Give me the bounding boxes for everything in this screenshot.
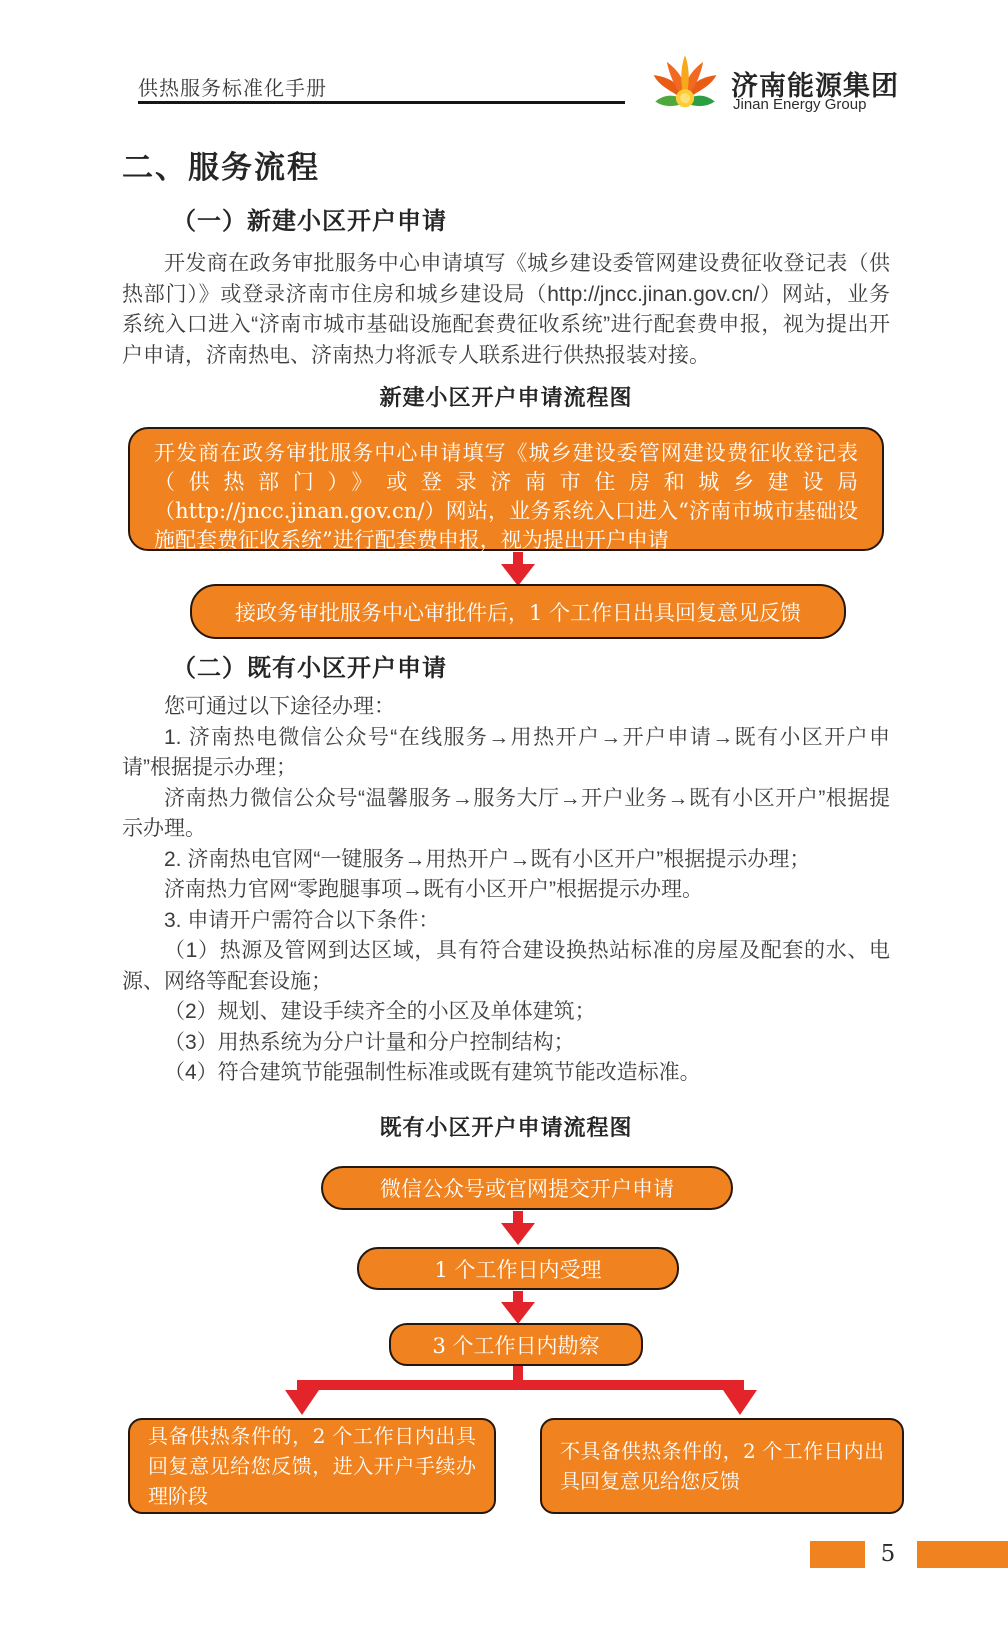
flow2-step-3-box: 3 个工作日内勘察 <box>389 1323 643 1366</box>
list-item: （4）符合建筑节能强制性标准或既有建筑节能改造标准。 <box>164 1061 701 1084</box>
branch-connector-bar <box>297 1380 744 1390</box>
flow1-step-2-box: 接政务审批服务中心审批件后，1 个工作日出具回复意见反馈 <box>190 584 846 639</box>
down-arrow-icon <box>501 1211 535 1245</box>
flow2-step-1-box: 微信公众号或官网提交开户申请 <box>321 1166 733 1210</box>
manual-title: 供热服务标准化手册 <box>138 78 327 100</box>
page-number: 5 <box>880 1541 896 1567</box>
flowchart-2-title: 既有小区开户申请流程图 <box>379 1115 633 1140</box>
header-rule <box>138 101 625 104</box>
list-item: 您可通过以下途径办理： <box>164 695 395 718</box>
flow2-step-2-box: 1 个工作日内受理 <box>357 1247 679 1290</box>
page-title: 二、服务流程 <box>122 150 320 185</box>
list-item: 济南热力官网“零跑腿事项→既有小区开户”根据提示办理。 <box>164 878 703 901</box>
company-name: 济南能源集团 <box>731 71 899 101</box>
section-1-paragraph: 开发商在政务审批服务中心申请填写《城乡建设委管网建设费征收登记表（供热部门）》或登录济南市住房和城乡建设局（http://jncc.jinan.gov.cn/）网站，业务系统入口进入“济南市城市基础设施配套费征收系统”进行配套费申报，视为提出开户申请，济南热电、济南热力将派专人联系进行供热报装对接。 <box>122 252 890 367</box>
list-item: （1）热源及管网到达区域，具有符合建设换热站标准的房屋及配套的水、电源、网络等配套设施； <box>122 939 890 993</box>
down-arrow-icon <box>501 1291 535 1324</box>
list-item: （2）规划、建设手续齐全的小区及单体建筑； <box>164 1000 596 1023</box>
footer-left-bar <box>810 1541 865 1568</box>
flow2-branch-right-box: 不具备供热条件的，2 个工作日内出具回复意见给您反馈 <box>540 1418 904 1514</box>
list-item: （3）用热系统为分户计量和分户控制结构； <box>164 1030 575 1054</box>
footer-right-bar <box>917 1541 1008 1568</box>
down-arrow-icon <box>285 1390 319 1415</box>
company-logo-icon <box>643 52 727 118</box>
list-item: 2. 济南热电官网“一键服务→用热开户→既有小区开户”根据提示办理； <box>164 847 811 871</box>
section-2-heading: （二）既有小区开户申请 <box>172 655 447 682</box>
section-1-heading: （一）新建小区开户申请 <box>172 208 447 235</box>
down-arrow-icon <box>723 1390 757 1415</box>
list-item: 济南热力微信公众号“温馨服务→服务大厅→开户业务→既有小区开户”根据提示办理。 <box>122 786 890 840</box>
list-item: 1. 济南热电微信公众号“在线服务→用热开户→开户申请→既有小区开户申请”根据提示办理； <box>122 725 890 779</box>
company-name-en: Jinan Energy Group <box>733 96 867 113</box>
list-item: 3. 申请开户需符合以下条件： <box>164 908 440 932</box>
down-arrow-icon <box>501 552 535 586</box>
flow2-branch-left-box: 具备供热条件的，2 个工作日内出具回复意见给您反馈，进入开户手续办理阶段 <box>128 1418 496 1514</box>
flow1-step-1-box: 开发商在政务审批服务中心申请填写《城乡建设委管网建设费征收登记表（供热部门）》或登录济南市住房和城乡建设局（http://jncc.jinan.gov.cn/）网站，业务系统入口进入“济南市城市基础设施配套费征收系统”进行配套费申报，视为提出开户申请 <box>128 427 884 551</box>
section-2-list <box>122 692 890 1089</box>
flowchart-1-title: 新建小区开户申请流程图 <box>379 385 633 410</box>
